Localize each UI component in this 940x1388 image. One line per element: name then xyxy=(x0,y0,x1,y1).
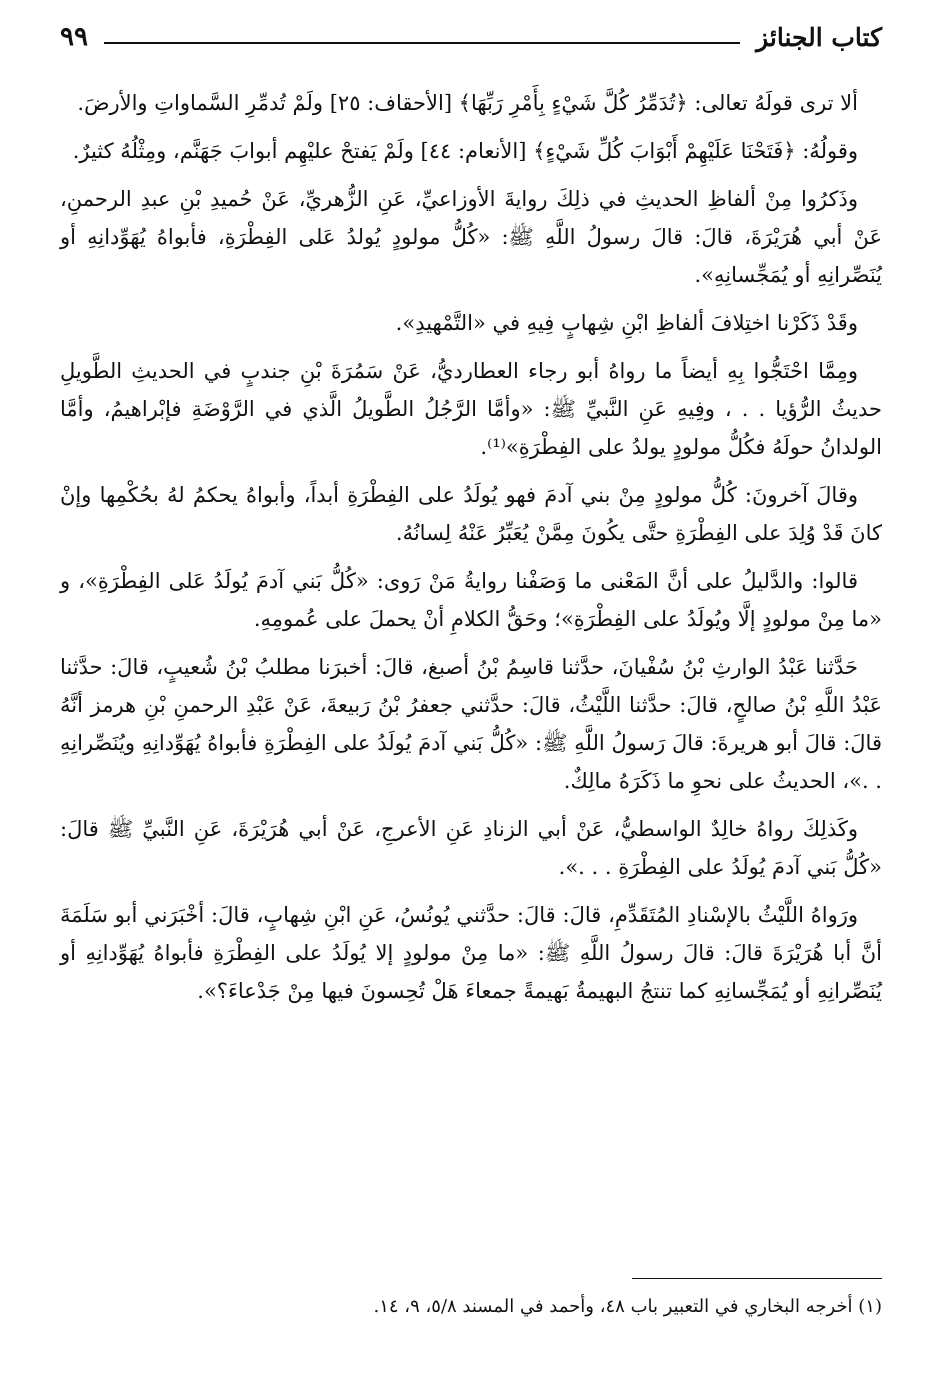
page-body xyxy=(60,84,882,1010)
page-number: ٩٩ xyxy=(60,22,88,52)
paragraph: وقولُهُ: ﴿فَتَحْنَا عَلَيْهِمْ أَبْوَابَ كُلِّ شَيْءٍ﴾ [الأنعام: ٤٤] ولَمْ يَفتحْ عليْهِم أبوابَ جَهَنَّم، ومِثْلُهُ كثيرٌ. xyxy=(72,139,858,163)
paragraph: ألا ترى قولَهُ تعالى: ﴿تُدَمِّرُ كُلَّ شَيْءٍ بِأَمْرِ رَبِّهَا﴾ [الأحقاف: ٢٥] ولَمْ تُدمِّرِ السَّماواتِ والأرضَ. xyxy=(77,91,858,115)
book-page xyxy=(60,16,882,1356)
chapter-title: كتاب الجنائز xyxy=(756,22,882,52)
footnote: (١) أخرجه البخاري في التعبير باب ٤٨، وأحمد في المسند ٥/٨، ٩، ١٤. xyxy=(373,1296,882,1317)
paragraph: حَدَّثنا عَبْدُ الوارثِ بْنُ سُفْيانَ، حدَّثنا قاسِمُ بْنُ أصبغ، قالَ: أخبرَنا مطلبُ بْنُ شُعيبٍ، قالَ: حدَّثنا عَبْدُ اللَّهِ بْنُ صالحٍ، قالَ: حدَّثنا اللَّيْثُ، قالَ: حدَّثني جعفرُ بْنُ رَبيعةَ، عَنْ عَبْدِ الرحمنِ بْنِ هرمز أنَّهُ قالَ: قالَ أبو هريرةَ: قالَ رَسولُ اللَّهِ ﷺ: «كُلُّ بَني آدمَ يُولَدُ على الفِطْرَةِ فأبواهُ يُهَوِّدانِهِ ويُنَصِّرانِهِ . .»، الحديثُ على نحوِ ما ذَكَرَهُ مالِكٌ. xyxy=(60,655,882,793)
paragraph: وقالَ آخرونَ: كُلُّ مولودٍ مِنْ بني آدمَ فهو يُولَدُ على الفِطْرَةِ أبداً، وأبواهُ يحكمُ لهُ بحُكْمِها وإنْ كانَ قَدْ وُلِدَ على الفِطْرَةِ حتَّى يكُونَ مِمَّنْ يُعَبِّرُ عَنْهُ لِسانُهُ. xyxy=(60,483,882,545)
paragraph: وذَكرُوا مِنْ ألفاظِ الحديثِ في ذلِكَ روايةَ الأوزاعيِّ، عَنِ الزُّهريِّ، عَنْ حُميدِ بْنِ عبدِ الرحمنِ، عَنْ أبي هُرَيْرَةَ، قالَ: قالَ رسولُ اللَّهِ ﷺ: «كُلُّ مولودٍ يُولدُ عَلى الفِطْرَةِ، فأبواهُ يُهَوِّدانِهِ أو يُنَصِّرانِهِ أو يُمَجِّسانِهِ». xyxy=(60,187,882,287)
paragraph: ومِمَّا احْتَجُّوا بِهِ أيضاً ما رواهُ أبو رجاء العطارديُّ، عَنْ سَمُرَةَ بْنِ جندبٍ في الحديثِ الطَّويلِ حديثُ الرُّؤيا . . ، وفِيهِ عَنِ النَّبيِّ ﷺ: «وأمَّا الرَّجُلُ الطَّويلُ الَّذي في الرَّوْضَةِ فإبْراهيمُ، وأمَّا الولدانُ حولَهُ فكُلُّ مولودٍ يولدُ على الفِطْرَةِ»⁽¹⁾. xyxy=(60,359,882,459)
header-rule xyxy=(104,42,740,44)
footnote-rule xyxy=(632,1278,882,1279)
paragraph: وقَدْ ذَكَرْنا اختِلافَ ألفاظِ ابْنِ شِهابٍ فِيهِ في «التَّمْهيدِ». xyxy=(395,311,858,335)
paragraph: وكَذلِكَ رواهُ خالِدٌ الواسطيُّ، عَنْ أبي الزنادِ عَنِ الأعرجِ، عَنْ أبي هُرَيْرَةَ، عَنِ النَّبيِّ ﷺ قالَ: «كُلُّ بَني آدمَ يُولَدُ على الفِطْرَةِ . . .». xyxy=(60,817,882,879)
paragraph: ورَواهُ اللَّيْثُ بالإسْنادِ المُتَقَدِّمِ، قالَ: قالَ: حدَّثني يُونُسُ، عَنِ ابْنِ شِهابٍ، قالَ: أخْبَرَني أبو سَلَمَةَ أنَّ أبا هُرَيْرَةَ قالَ: قالَ رسولُ اللَّهِ ﷺ: «ما مِنْ مولودٍ إلا يُولَدُ على الفِطْرَةِ فأبواهُ يُهَوِّدانِهِ أو يُنَصِّرانِهِ أو يُمَجِّسانِهِ كما تنتجُ البهيمةُ بَهيمةً جمعاءَ هَلْ تُحِسونَ فيها مِنْ جَدْعاءَ؟». xyxy=(60,903,883,1003)
page-header xyxy=(60,16,882,58)
paragraph: قالوا: والدَّليلُ على أنَّ المَعْنى ما وَصَفْنا روايةُ مَنْ رَوى: «كُلُّ بَني آدمَ يُولَدُ عَلى الفِطْرَةِ»، و «ما مِنْ مولودٍ إلَّا ويُولَدُ على الفِطْرَةِ»؛ وحَقُّ الكلامِ أنْ يحملَ على عُمومِهِ. xyxy=(60,569,882,631)
